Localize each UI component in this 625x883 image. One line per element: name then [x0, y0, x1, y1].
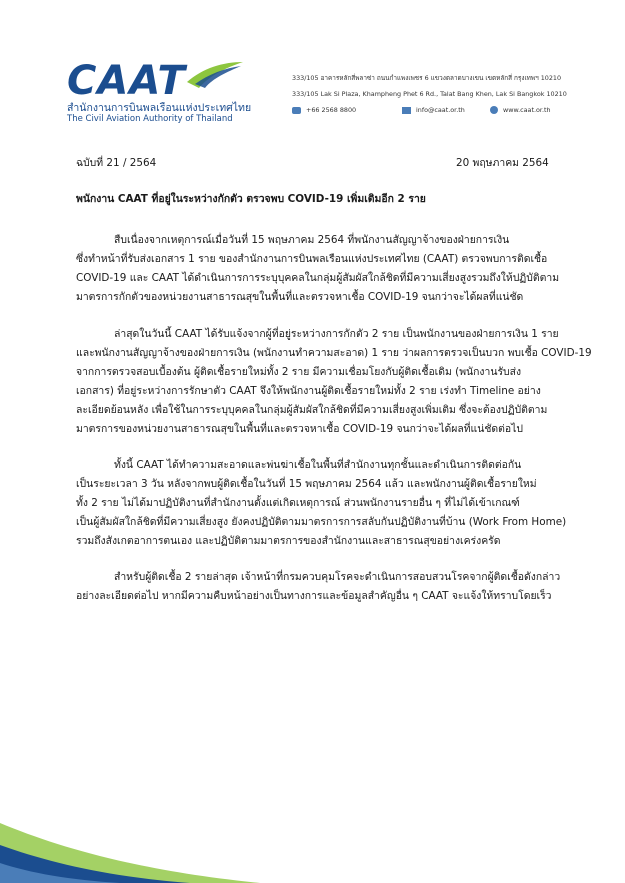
- paragraph-line: เอกสาร) ที่อยู่ระหว่างการรักษาตัว CAAT จึงให้พนักงานผู้ติดเชื้อรายใหม่ทั้ง 2 ราย เร่งทำ Timeline อย่าง: [76, 385, 541, 397]
- paragraph-line: สำหรับผู้ติดเชื้อ 2 รายล่าสุด เจ้าหน้าที่กรมควบคุมโรคจะดำเนินการสอบสวนโรคจากผู้ติดเชื้อดังกล่าว: [114, 571, 561, 583]
- document-title: พนักงาน CAAT ที่อยู่ในระหว่างกักตัว ตรวจพบ COVID-19 เพิ่มเติมอีก 2 ราย: [76, 193, 426, 205]
- org-name-thai: สำนักงานการบินพลเรือนแห่งประเทศไทย: [67, 102, 252, 114]
- paragraph-line: ล่าสุดในวันนี้ CAAT ได้รับแจ้งจากผู้ที่อยู่ระหว่างการกักตัว 2 ราย เป็นพนักงานของฝ่ายการเงิน 1 ราย: [114, 328, 559, 340]
- phone-icon: [292, 107, 301, 114]
- contact-phone: [292, 106, 356, 114]
- paragraph-line: ละเอียดย้อนหลัง เพื่อใช้ในการระบุบุคคลในกลุ่มผู้สัมผัสใกล้ชิดที่มีความเสี่ยงสูงเพิ่มเติม ซึ่งจะต้องปฏิบัติตาม: [76, 404, 548, 416]
- paragraph-line: มาตรการของหน่วยงานสาธารณสุขในพื้นที่และตรวจหาเชื้อ COVID-19 จนกว่าจะได้ผลที่แน่ชัดต่อไป: [76, 423, 523, 435]
- paragraph-line: เป็นผู้สัมผัสใกล้ชิดที่มีความเสี่ยงสูง ยังคงปฏิบัติตามมาตรการการสลับกันปฏิบัติงานที่บ้าน (Work From Home): [76, 516, 567, 528]
- document-date: 20 พฤษภาคม 2564: [456, 157, 549, 169]
- website-link[interactable]: www.caat.or.th: [503, 106, 551, 114]
- address-english: 333/105 Lak Si Plaza, Khampheng Phet 6 Rd., Talat Bang Khen, Lak Si Bangkok 10210: [292, 90, 567, 98]
- phone-number: +66 2568 8800: [306, 106, 357, 114]
- logo-wordmark: CAAT: [67, 58, 186, 104]
- document-number: ฉบับที่ 21 / 2564: [76, 157, 157, 169]
- footer-decoration: [0, 793, 625, 883]
- contact-website[interactable]: [490, 106, 551, 114]
- mail-icon: [402, 107, 411, 114]
- paragraph-line: ซึ่งทำหน้าที่รับส่งเอกสาร 1 ราย ของสำนักงานการบินพลเรือนแห่งประเทศไทย (CAAT) ตรวจพบการติดเชื้อ: [76, 253, 548, 265]
- globe-icon: [490, 106, 498, 114]
- paragraph-line: มาตรการกักตัวของหน่วยงานสาธารณสุขในพื้นที่และตรวจหาเชื้อ COVID-19 จนกว่าจะได้ผลที่แน่ชัด: [76, 291, 524, 303]
- logo-swoosh-icon: [185, 60, 245, 90]
- paragraph-line: COVID-19 และ CAAT ได้ดำเนินการการระบุบุคคลในกลุ่มผู้สัมผัสใกล้ชิดที่มีความเสี่ยงสูงรวมถึงให้ปฏิบัติตาม: [76, 272, 560, 284]
- address-thai: 333/105 อาคารหลักสี่พลาซ่า ถนนกำแพงเพชร 6 แขวงตลาดบางเขน เขตหลักสี่ กรุงเทพฯ 10210: [292, 74, 562, 82]
- paragraph-line: รวมถึงสังเกตอาการตนเอง และปฏิบัติตามมาตรการของสำนักงานและสาธารณสุขอย่างเคร่งครัด: [76, 535, 501, 547]
- paragraph-line: จากการตรวจสอบเบื้องต้น ผู้ติดเชื้อรายใหม่ทั้ง 2 ราย มีความเชื่อมโยงกับผู้ติดเชื้อเดิม (พนักงานรับส่ง: [76, 366, 522, 378]
- email-link[interactable]: info@caat.or.th: [416, 106, 465, 114]
- paragraph-line: เป็นระยะเวลา 3 วัน หลังจากพบผู้ติดเชื้อในวันที่ 15 พฤษภาคม 2564 แล้ว และพนักงานผู้ติดเชื้อรายใหม่: [76, 478, 537, 490]
- contact-email[interactable]: [402, 106, 465, 114]
- org-name-english: The Civil Aviation Authority of Thailand: [67, 114, 233, 124]
- paragraph-line: อย่างละเอียดต่อไป หากมีความคืบหน้าอย่างเป็นทางการและข้อมูลสำคัญอื่น ๆ CAAT จะแจ้งให้ทราบโดยเร็ว: [76, 590, 552, 602]
- caat-logo: [67, 60, 317, 124]
- paragraph-line: ทั้งนี้ CAAT ได้ทำความสะอาดและพ่นฆ่าเชื้อในพื้นที่สำนักงานทุกชั้นและดำเนินการติดต่อกัน: [114, 459, 522, 471]
- paragraph-line: และพนักงานสัญญาจ้างของฝ่ายการเงิน (พนักงานทำความสะอาด) 1 ราย ว่าผลการตรวจเป็นบวก พบเชื้อ COVID-19: [76, 347, 592, 359]
- paragraph-line: สืบเนื่องจากเหตุการณ์เมื่อวันที่ 15 พฤษภาคม 2564 ที่พนักงานสัญญาจ้างของฝ่ายการเงิน: [114, 234, 510, 246]
- paragraph-line: ทั้ง 2 ราย ไม่ได้มาปฏิบัติงานที่สำนักงานตั้งแต่เกิดเหตุการณ์ ส่วนพนักงานรายอื่น ๆ ที่ไม่ได้เข้าเกณฑ์: [76, 497, 520, 509]
